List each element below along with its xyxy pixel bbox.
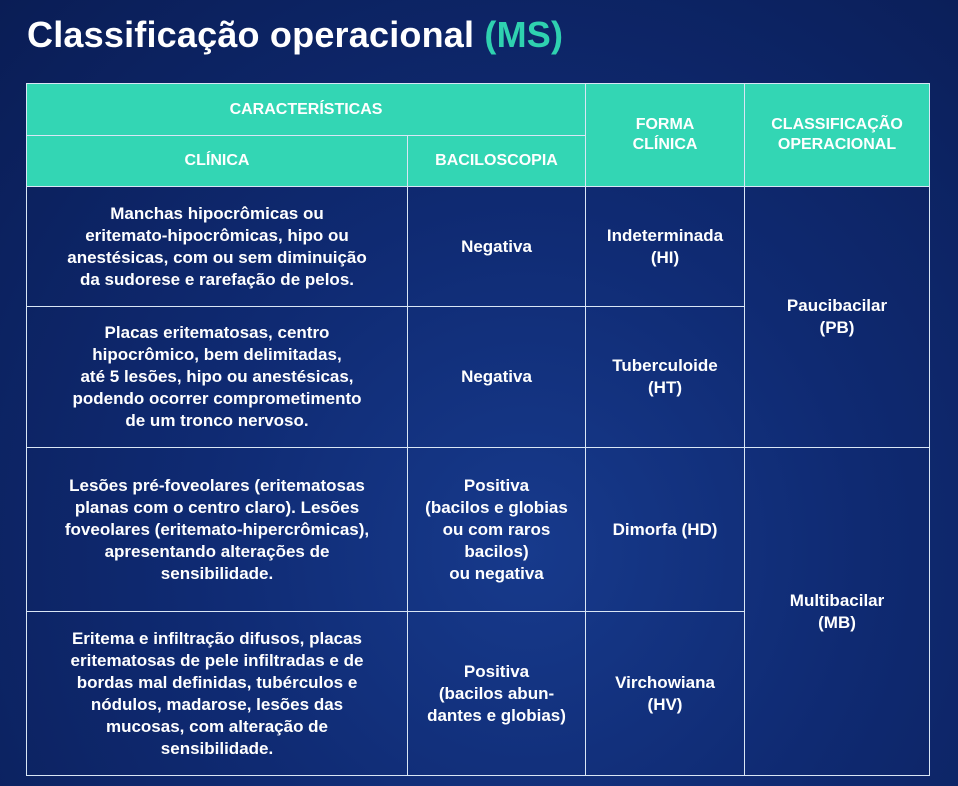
header-classificacao-operacional: CLASSIFICAÇÃO OPERACIONAL <box>745 84 930 187</box>
page-title <box>27 14 563 56</box>
cell-baciloscopia: Positiva (bacilos e globias ou com raros bacilos) ou negativa <box>408 448 586 612</box>
table-row <box>27 187 930 307</box>
cell-classificacao-paucibacilar: Paucibacilar (PB) <box>745 187 930 448</box>
header-baciloscopia: BACILOSCOPIA <box>408 136 586 187</box>
cell-baciloscopia: Positiva (bacilos abun- dantes e globias) <box>408 612 586 776</box>
header-row-top <box>27 84 930 136</box>
cell-baciloscopia: Negativa <box>408 187 586 307</box>
table-row <box>27 448 930 612</box>
cell-baciloscopia: Negativa <box>408 307 586 448</box>
cell-forma-clinica: Dimorfa (HD) <box>586 448 745 612</box>
classification-table <box>26 83 930 776</box>
header-forma-clinica: FORMA CLÍNICA <box>586 84 745 187</box>
title-accent: (MS) <box>484 14 564 55</box>
cell-clinica: Eritema e infiltração difusos, placas eritematosas de pele infiltradas e de bordas mal definidas, tubérculos e nódulos, madarose, lesões das mucosas, com alteração de sensibilidade. <box>27 612 408 776</box>
cell-classificacao-multibacilar: Multibacilar (MB) <box>745 448 930 776</box>
cell-forma-clinica: Indeterminada (HI) <box>586 187 745 307</box>
header-clinica: CLÍNICA <box>27 136 408 187</box>
header-caracteristicas: CARACTERÍSTICAS <box>27 84 586 136</box>
title-main: Classificação operacional <box>27 14 475 55</box>
cell-clinica: Placas eritematosas, centro hipocrômico, bem delimitadas, até 5 lesões, hipo ou anestésicas, podendo ocorrer comprometimento de um tronco nervoso. <box>27 307 408 448</box>
cell-clinica: Manchas hipocrômicas ou eritemato-hipocrômicas, hipo ou anestésicas, com ou sem diminuição da sudorese e rarefação de pelos. <box>27 187 408 307</box>
cell-forma-clinica: Tuberculoide (HT) <box>586 307 745 448</box>
cell-clinica: Lesões pré-foveolares (eritematosas planas com o centro claro). Lesões foveolares (eritemato-hipercrômicas), apresentando alterações de sensibilidade. <box>27 448 408 612</box>
cell-forma-clinica: Virchowiana (HV) <box>586 612 745 776</box>
